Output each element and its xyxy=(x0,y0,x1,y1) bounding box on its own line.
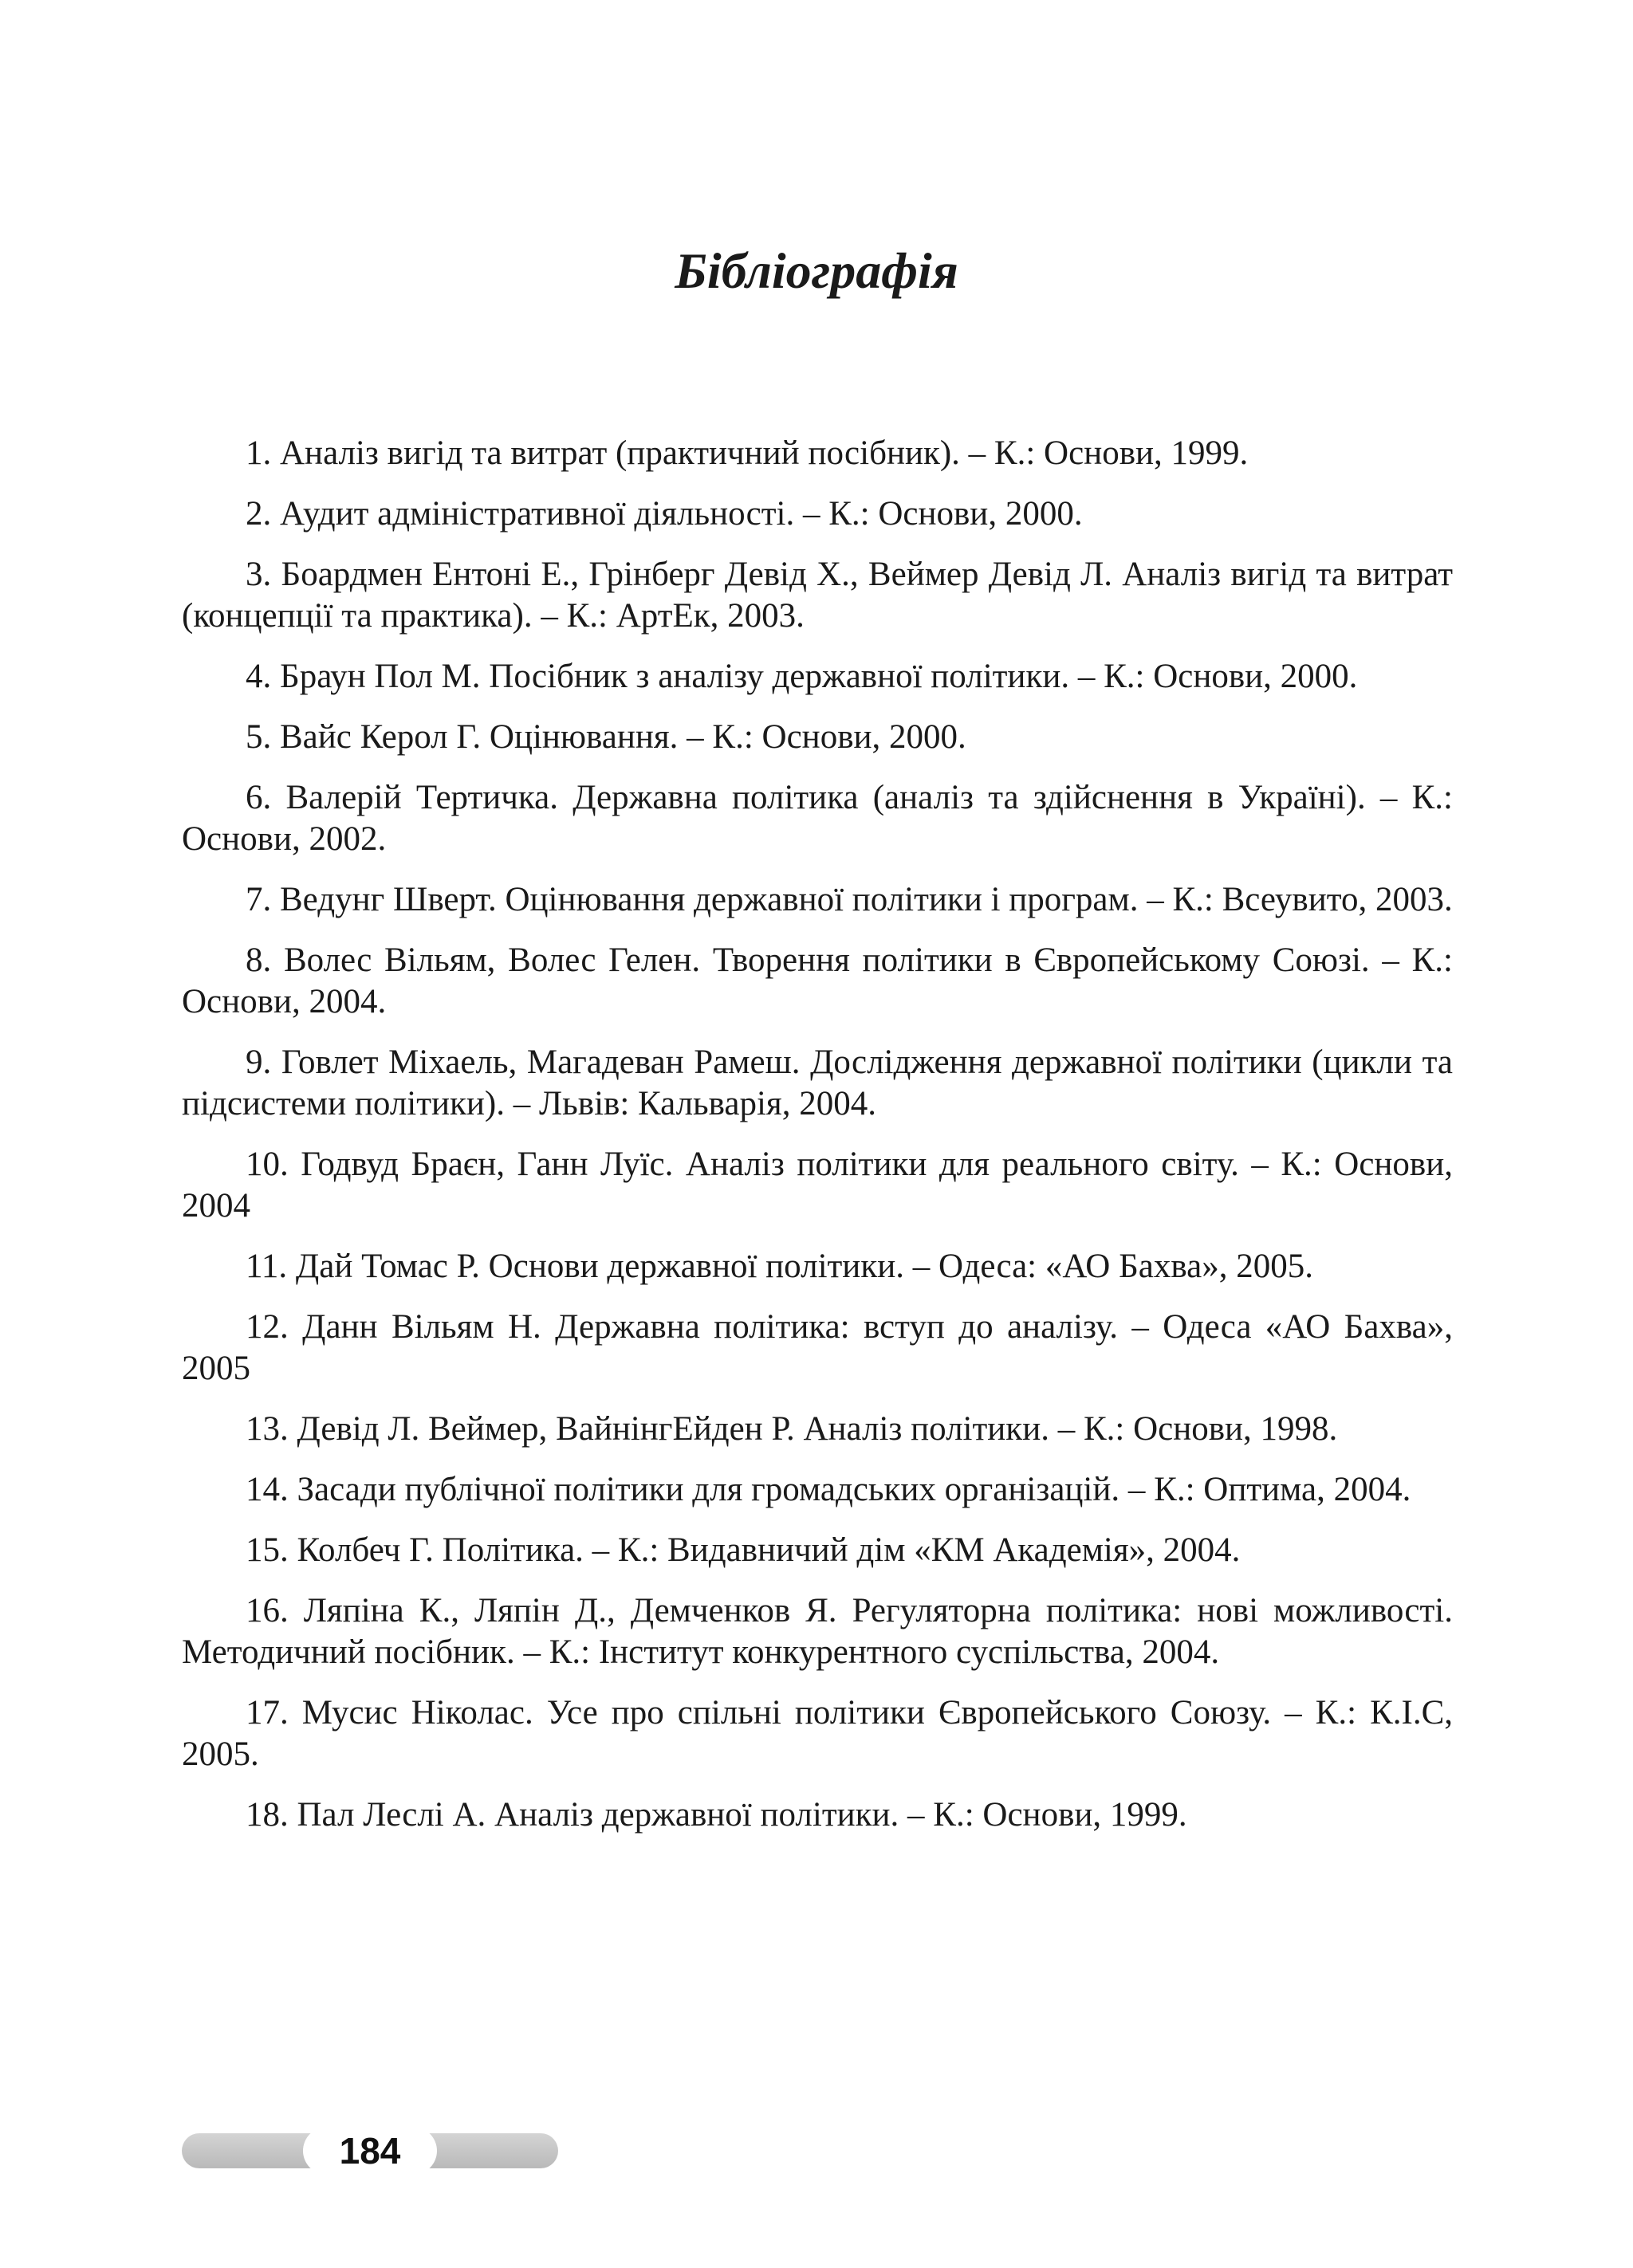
bibliography-entry xyxy=(182,1794,1453,1836)
entry-number: 12. xyxy=(246,1308,289,1346)
entry-text: Браун Пол М. Посібник з аналізу державної політики. – К.: Основи, 2000. xyxy=(280,658,1358,695)
entry-number: 2. xyxy=(246,495,272,533)
entry-number: 9. xyxy=(246,1044,272,1081)
entry-text: Годвуд Браєн, Ганн Луїс. Аналіз політики для реального світу. – К.: Основи, 2004 xyxy=(182,1146,1453,1224)
bibliography-entry xyxy=(182,879,1453,921)
entry-number: 17. xyxy=(246,1694,289,1731)
bibliography-entry xyxy=(182,717,1453,758)
bibliography-entry xyxy=(182,656,1453,698)
entry-text: Говлет Міхаель, Магадеван Рамеш. Дослідження державної політики (цикли та підсистеми політики). – Львів: Кальварія, 2004. xyxy=(182,1044,1454,1122)
bibliography-entry xyxy=(182,493,1453,535)
entry-text: Дай Томас Р. Основи державної політики. – Одеса: «АО Бахва», 2005. xyxy=(295,1248,1313,1285)
bibliography-entry xyxy=(182,940,1453,1023)
bibliography-entry xyxy=(182,1692,1453,1775)
page-footer xyxy=(182,2127,558,2175)
bibliography-entry xyxy=(182,1409,1453,1450)
entry-number: 18. xyxy=(246,1796,289,1834)
entry-number: 1. xyxy=(246,434,272,472)
entry-text: Аудит адміністративної діяльності. – К.: Основи, 2000. xyxy=(280,495,1083,533)
entry-text: Боардмен Ентоні Е., Грінберг Девід Х., Веймер Девід Л. Аналіз вигід та витрат (концепції та практика). – К.: АртЕк, 2003. xyxy=(182,556,1453,635)
page-title: Бібліографія xyxy=(675,242,958,299)
entry-number: 15. xyxy=(246,1531,289,1569)
entry-text: Засади публічної політики для громадських організацій. – К.: Оптима, 2004. xyxy=(297,1471,1411,1508)
bibliography-list xyxy=(182,433,1453,1855)
entry-text: Вайс Керол Г. Оцінювання. – К.: Основи, 2000. xyxy=(280,718,966,756)
entry-text: Девід Л. Веймер, ВайнінгЕйден Р. Аналіз політики. – К.: Основи, 1998. xyxy=(297,1410,1338,1448)
bibliography-entry xyxy=(182,554,1453,637)
bibliography-entry xyxy=(182,1246,1453,1287)
bibliography-entry xyxy=(182,777,1453,860)
bibliography-entry xyxy=(182,1144,1453,1227)
entry-text: Аналіз вигід та витрат (практичний посібник). – К.: Основи, 1999. xyxy=(280,434,1249,472)
entry-text: Валерій Тертичка. Державна політика (аналіз та здійснення в Україні). – К.: Основи, 2002. xyxy=(182,779,1453,858)
bibliography-entry xyxy=(182,433,1453,474)
entry-number: 7. xyxy=(246,881,272,918)
entry-number: 13. xyxy=(246,1410,289,1448)
entry-text: Ляпіна К., Ляпін Д., Демченков Я. Регуляторна політика: нові можливості. Методичний посібник. – К.: Інститут конкурентного суспільства, 2004. xyxy=(182,1592,1454,1671)
entry-text: Волес Вільям, Волес Гелен. Творення політики в Європейському Союзі. – К.: Основи, 2004. xyxy=(182,941,1453,1020)
entry-number: 6. xyxy=(246,779,272,816)
entry-number: 16. xyxy=(246,1592,289,1629)
entry-number: 3. xyxy=(246,556,272,593)
page-number: 184 xyxy=(339,2130,401,2172)
bibliography-entry xyxy=(182,1307,1453,1389)
bibliography-entry xyxy=(182,1530,1453,1571)
entry-text: Данн Вільям Н. Державна політика: вступ до аналізу. – Одеса «АО Бахва», 2005 xyxy=(182,1308,1453,1387)
bibliography-entry xyxy=(182,1042,1453,1125)
entry-text: Ведунг Шверт. Оцінювання державної політики і програм. – К.: Всеувито, 2003. xyxy=(280,881,1453,918)
bibliography-entry xyxy=(182,1469,1453,1511)
entry-number: 10. xyxy=(246,1146,289,1183)
entry-number: 14. xyxy=(246,1471,289,1508)
entry-number: 11. xyxy=(246,1248,288,1285)
entry-text: Колбеч Г. Політика. – К.: Видавничий дім «КМ Академія», 2004. xyxy=(297,1531,1241,1569)
entry-number: 4. xyxy=(246,658,272,695)
bibliography-entry xyxy=(182,1590,1453,1673)
entry-text: Мусис Ніколас. Усе про спільні політики Європейського Союзу. – К.: К.І.С, 2005. xyxy=(182,1694,1454,1773)
entry-number: 8. xyxy=(246,941,272,979)
entry-text: Пал Леслі А. Аналіз державної політики. – К.: Основи, 1999. xyxy=(297,1796,1187,1834)
entry-number: 5. xyxy=(246,718,272,756)
